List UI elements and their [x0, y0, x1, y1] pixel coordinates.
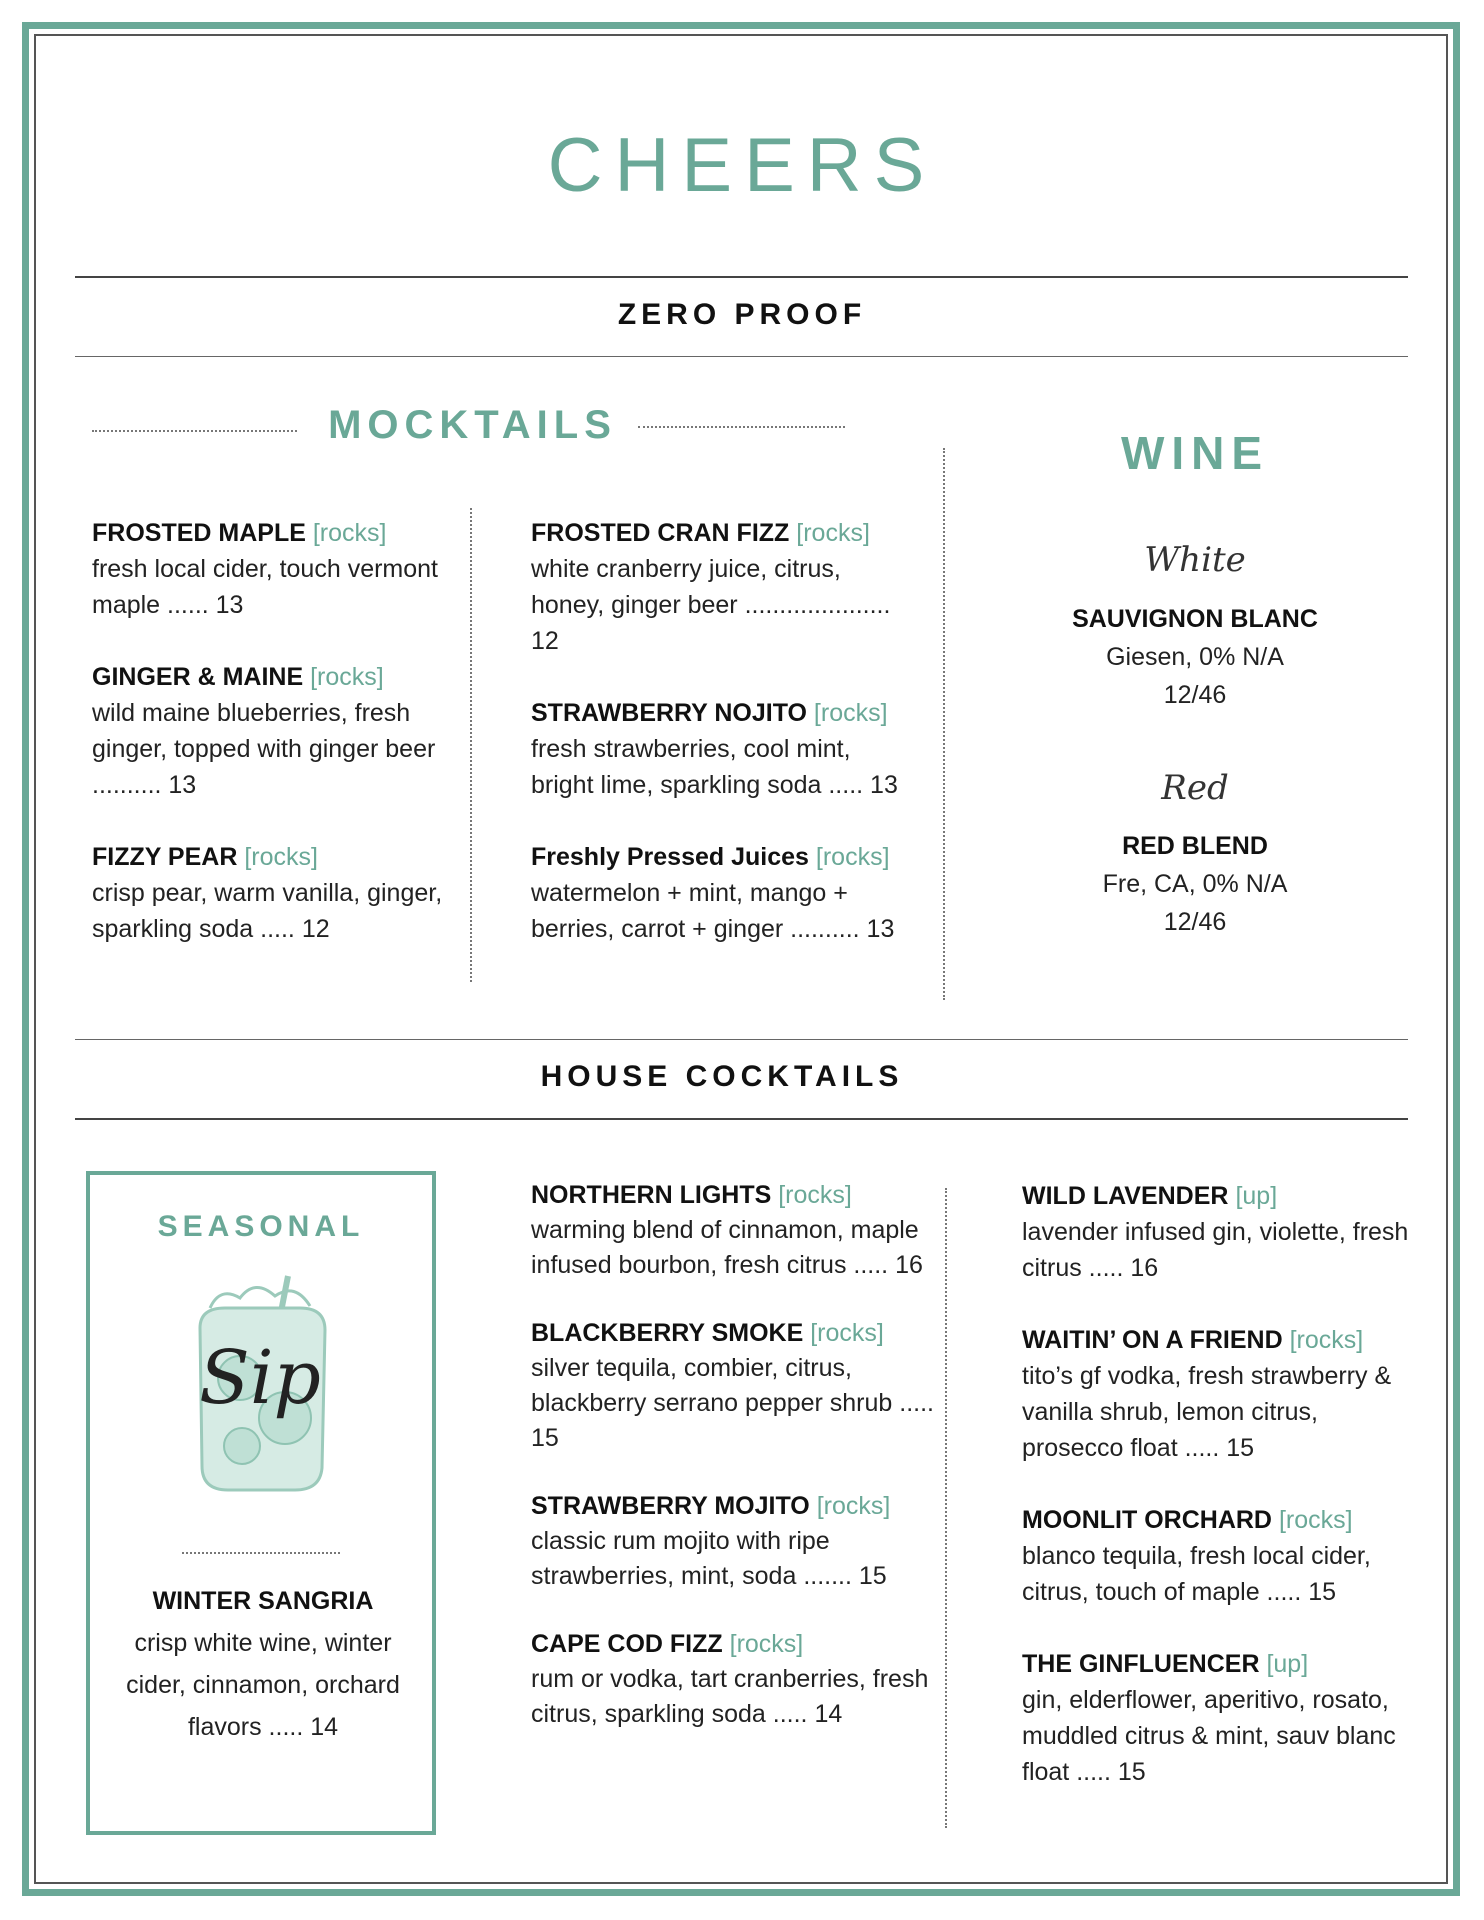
item-tag: [rocks] [816, 1492, 891, 1520]
item-tag: [rocks] [1289, 1326, 1364, 1354]
column-divider-wine [943, 448, 945, 1000]
item-tag: [rocks] [813, 699, 888, 727]
wine-red-entry [1000, 827, 1390, 941]
item-name: Freshly Pressed Juices [531, 843, 809, 871]
menu-item [531, 515, 916, 659]
item-name: GINGER & MAINE [92, 663, 304, 691]
item-tag: [rocks] [796, 519, 870, 547]
item-name: THE GINFLUENCER [1022, 1650, 1260, 1678]
item-name: WINTER SANGRIA [152, 1587, 374, 1615]
item-tag: [rocks] [312, 519, 387, 547]
item-description: classic rum mojito with ripe strawberries, mint, soda ....... 15 [531, 1527, 887, 1590]
item-description: fresh local cider, touch vermont maple ...... 13 [92, 555, 438, 619]
mocktails-right-column [531, 515, 916, 947]
section-heading-zero-proof: ZERO PROOF [617, 298, 867, 331]
white-script-label: White [1144, 540, 1246, 580]
item-description: white cranberry juice, citrus, honey, ginger beer ..................... 12 [531, 555, 891, 655]
menu-title: CHEERS [547, 123, 937, 208]
wine-price: 12/46 [1163, 681, 1227, 709]
wine-heading: WINE [1120, 427, 1270, 479]
item-name: WILD LAVENDER [1022, 1182, 1229, 1210]
item-description: fresh strawberries, cool mint, bright lime, sparkling soda ..... 13 [531, 735, 898, 799]
menu-item [531, 695, 916, 803]
menu-item [92, 659, 452, 803]
item-name: STRAWBERRY NOJITO [531, 699, 807, 727]
item-description: blanco tequila, fresh local cider, citrus, touch of maple ..... 15 [1022, 1542, 1371, 1606]
item-description: warming blend of cinnamon, maple infused bourbon, fresh citrus ..... 16 [531, 1216, 923, 1279]
dotted-rule-left [92, 430, 297, 432]
item-tag: [rocks] [310, 663, 384, 691]
menu-item [1022, 1646, 1424, 1790]
item-tag: [rocks] [1278, 1506, 1353, 1534]
menu-item [531, 839, 916, 947]
divider-house-top [75, 1039, 1408, 1040]
wine-name: RED BLEND [1122, 832, 1268, 860]
wine-price: 12/46 [1163, 908, 1227, 936]
item-name: STRAWBERRY MOJITO [531, 1492, 810, 1520]
wine-white-entry [1000, 600, 1390, 714]
seasonal-heading: SEASONAL [157, 1210, 365, 1243]
item-tag: [rocks] [244, 843, 318, 871]
menu-item [92, 839, 452, 947]
item-name: NORTHERN LIGHTS [531, 1181, 772, 1209]
item-tag: [rocks] [729, 1630, 804, 1658]
menu-item [1022, 1502, 1424, 1610]
item-name: MOONLIT ORCHARD [1022, 1506, 1272, 1534]
item-name: FIZZY PEAR [92, 843, 238, 871]
item-tag: [rocks] [815, 843, 890, 871]
item-tag: [rocks] [810, 1319, 884, 1347]
wine-producer: Giesen, 0% N/A [1106, 643, 1284, 671]
item-name: FROSTED MAPLE [92, 519, 306, 547]
dotted-rule-right [638, 426, 845, 428]
divider-zero-proof [75, 356, 1408, 357]
wine-name: SAUVIGNON BLANC [1072, 605, 1318, 633]
item-description: silver tequila, combier, citrus, blackberry serrano pepper shrub ..... 15 [531, 1354, 934, 1452]
item-name: CAPE COD FIZZ [531, 1630, 723, 1658]
menu-item [531, 1316, 936, 1456]
item-description: tito’s gf vodka, fresh strawberry & vanilla shrub, lemon citrus, prosecco float ..... 15 [1022, 1362, 1392, 1462]
menu-item [531, 1489, 936, 1594]
menu-item [531, 1627, 936, 1732]
menu-item [1022, 1322, 1424, 1466]
mocktails-heading: MOCKTAILS [328, 403, 617, 447]
item-name: BLACKBERRY SMOKE [531, 1319, 804, 1347]
item-description: crisp white wine, winter cider, cinnamon, orchard flavors ..... 14 [126, 1629, 400, 1741]
item-description: lavender infused gin, violette, fresh citrus ..... 16 [1022, 1218, 1409, 1282]
item-description: watermelon + mint, mango + berries, carrot + ginger .......... 13 [531, 879, 895, 943]
menu-item [92, 515, 452, 623]
item-description: rum or vodka, tart cranberries, fresh citrus, sparkling soda ..... 14 [531, 1665, 929, 1728]
item-tag: [up] [1235, 1182, 1278, 1210]
mocktails-left-column [92, 515, 452, 947]
item-description: crisp pear, warm vanilla, ginger, sparkling soda ..... 12 [92, 879, 443, 943]
divider-house-bottom [75, 1118, 1408, 1120]
red-script-label: Red [1161, 768, 1229, 808]
menu-item [531, 1178, 936, 1283]
section-heading-house-cocktails: HOUSE COCKTAILS [540, 1060, 904, 1093]
divider-top [75, 276, 1408, 278]
cocktails-middle-column [531, 1178, 936, 1732]
item-description: gin, elderflower, aperitivo, rosato, muddled citrus & mint, sauv blanc float ..... 15 [1022, 1686, 1396, 1786]
seasonal-item [118, 1580, 408, 1748]
sip-script: Sip [199, 1335, 321, 1421]
column-divider-cocktails [945, 1188, 947, 1828]
item-tag: [up] [1266, 1650, 1309, 1678]
menu-item [1022, 1178, 1424, 1286]
wine-producer: Fre, CA, 0% N/A [1102, 870, 1288, 898]
column-divider-mocktails [470, 508, 472, 982]
item-description: wild maine blueberries, fresh ginger, topped with ginger beer .......... 13 [92, 699, 436, 799]
seasonal-dotted-rule [182, 1552, 340, 1554]
item-name: FROSTED CRAN FIZZ [531, 519, 790, 547]
item-tag: [rocks] [778, 1181, 852, 1209]
item-name: WAITIN’ ON A FRIEND [1022, 1326, 1283, 1354]
cocktails-right-column [1022, 1178, 1424, 1790]
